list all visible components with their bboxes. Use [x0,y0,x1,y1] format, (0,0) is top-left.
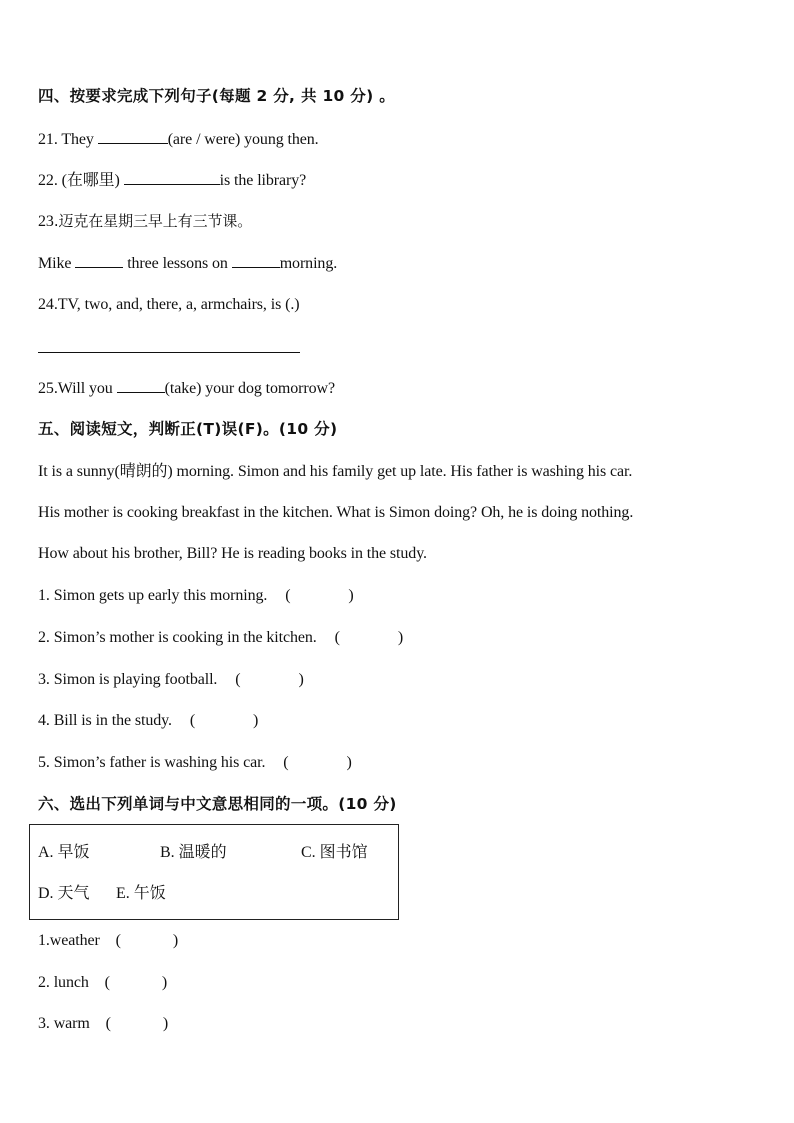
tf-q4-answer[interactable]: ( ) [189,712,259,729]
options-box [29,824,399,920]
tf-q4-text: 4. Bill is in the study. [38,712,172,729]
tf-q1-answer[interactable]: ( ) [285,587,354,604]
q22-suffix: is the library? [219,172,307,189]
q21-prefix: . They [53,131,98,148]
option-c: C. 图书馆 [301,844,368,861]
q25-number: 25 [38,380,54,397]
section6-heading: 六、选出下列单词与中文意思相同的一项。(10 分) [38,795,397,813]
q23-en-middle: three lessons on [127,255,232,272]
option-b: B. 温暖的 [160,844,227,861]
tf-q2-text: 2. Simon’s mother is cooking in the kitchen. [38,629,317,646]
q24-number: 24 [38,296,54,313]
question-24 [38,295,299,315]
tf-question-2 [38,628,403,648]
option-e: E. 午饭 [116,885,166,902]
vocab-question-2 [38,973,167,993]
question-23-english [38,253,337,274]
q22-prefix: . (在哪里) [53,172,124,189]
q24-answer-line[interactable] [38,352,300,353]
q21-number: 21 [38,131,54,148]
vocab-q2-text: 2. lunch [38,974,89,991]
q23-chinese-text: .迈克在星期三早上有三节课。 [53,212,253,230]
question-23-chinese [38,211,252,232]
tf-q1-text: 1. Simon gets up early this morning. [38,587,268,604]
q25-prefix: .Will you [53,380,117,397]
vocab-q1-answer[interactable]: ( ) [115,932,179,949]
section4-heading: 四、按要求完成下列句子(每题 2 分, 共 10 分) 。 [38,87,395,105]
tf-question-3 [38,670,304,690]
option-a: A. 早饭 [38,844,90,861]
passage-line-3: How about his brother, Bill? He is reading books in the study. [38,545,427,562]
tf-question-4 [38,711,258,731]
q22-blank[interactable] [124,170,220,185]
vocab-question-1 [38,931,178,951]
option-d: D. 天气 [38,885,90,902]
vocab-q3-text: 3. warm [38,1015,90,1032]
tf-q5-text: 5. Simon’s father is washing his car. [38,754,266,771]
passage-line-1: It is a sunny(晴朗的) morning. Simon and his family get up late. His father is washing his car. [38,463,633,480]
vocab-question-3 [38,1014,168,1034]
tf-q2-answer[interactable]: ( ) [334,629,404,646]
passage-line-2: His mother is cooking breakfast in the kitchen. What is Simon doing? Oh, he is doing nothing. [38,504,634,521]
q22-number: 22 [38,172,54,189]
q23-number: 23 [38,213,54,230]
tf-q3-answer[interactable]: ( ) [235,671,304,688]
question-21 [38,129,319,150]
tf-q5-answer[interactable]: ( ) [283,754,352,771]
q21-blank[interactable] [98,129,168,144]
question-22 [38,170,306,191]
vocab-q3-answer[interactable]: ( ) [105,1015,169,1032]
q23-en-suffix: morning. [279,255,338,272]
tf-q3-text: 3. Simon is playing football. [38,671,218,688]
q23-blank-1[interactable] [75,253,123,268]
q25-blank[interactable] [117,378,165,393]
q25-suffix: (take) your dog tomorrow? [164,380,335,397]
tf-question-5 [38,753,352,773]
vocab-q1-text: 1.weather [38,932,100,949]
q23-blank-2[interactable] [232,253,280,268]
q24-text: .TV, two, and, there, a, armchairs, is (.) [53,296,300,313]
tf-question-1 [38,586,354,606]
vocab-q2-answer[interactable]: ( ) [104,974,168,991]
q23-en-prefix: Mike [38,255,76,272]
q21-suffix: (are / were) young then. [167,131,319,148]
section5-heading: 五、阅读短文，判断正(T)误(F)。(10 分) [38,420,338,438]
question-25 [38,378,335,399]
